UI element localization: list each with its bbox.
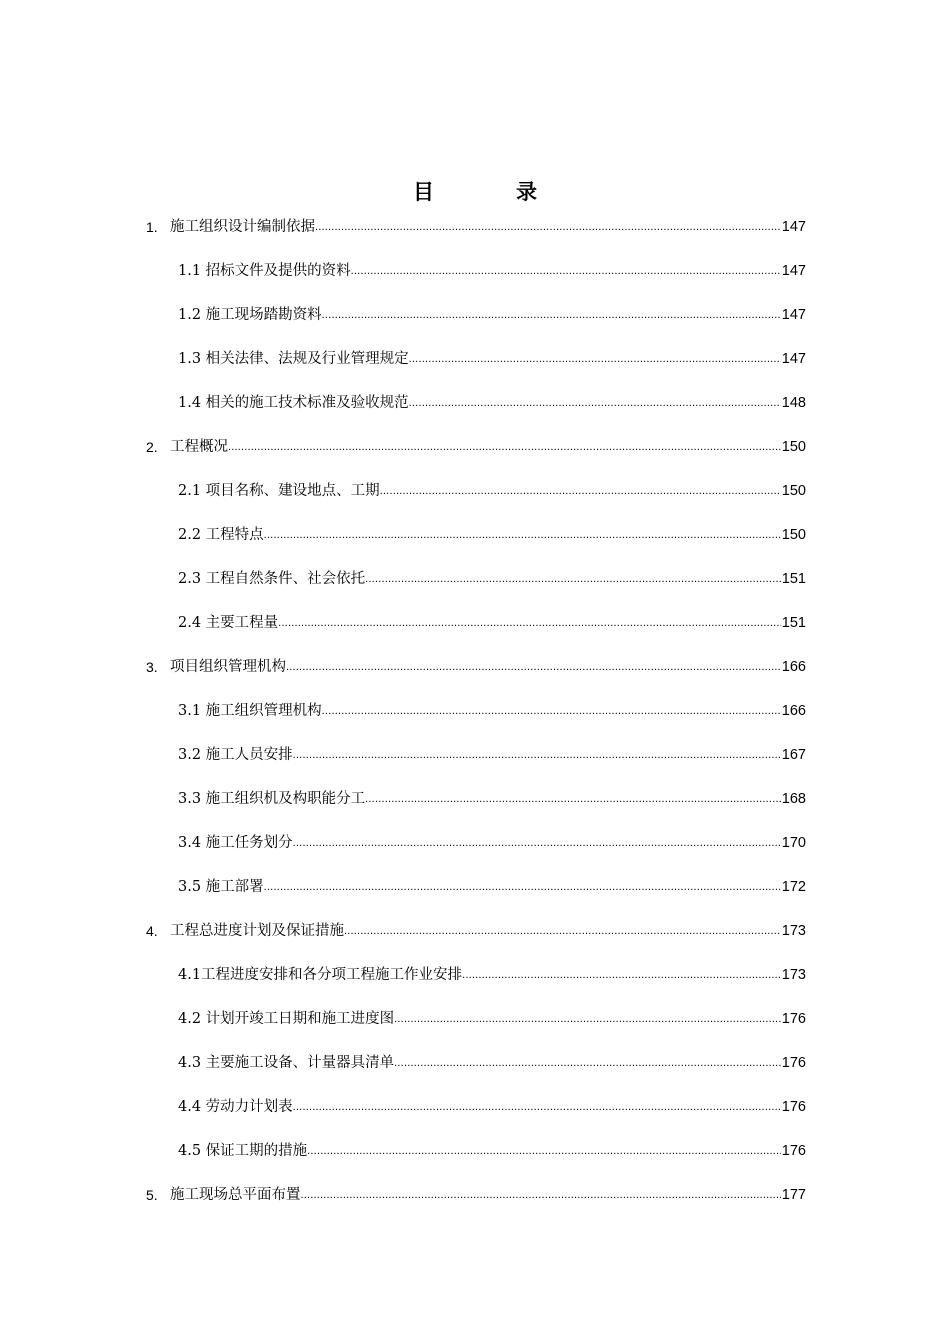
toc-entry-number: 5.: [146, 1187, 158, 1203]
toc-entry-text: 2.4 主要工程量: [178, 615, 279, 631]
toc-entry[interactable]: [146, 1006, 806, 1050]
toc-list: [146, 214, 806, 1226]
toc-entry-text: 2.3 工程自然条件、社会依托: [178, 571, 366, 587]
toc-entry-page-number: 150: [781, 483, 806, 499]
toc-entry-text: 1.4 相关的施工技术标准及验收规范: [178, 395, 409, 411]
toc-entry[interactable]: [146, 434, 806, 478]
toc-entry[interactable]: [146, 610, 806, 654]
toc-dot-leader: [307, 1138, 781, 1164]
toc-dot-leader: [394, 1006, 781, 1032]
toc-entry-page-number: 168: [781, 791, 806, 807]
toc-entry-text: 3.2 施工人员安排: [178, 747, 293, 763]
toc-entry-page-number: 147: [781, 351, 806, 367]
toc-entry-page-number: 150: [781, 439, 806, 455]
toc-entry[interactable]: [146, 786, 806, 830]
toc-entry[interactable]: [146, 654, 806, 698]
toc-entry-text: 3.5 施工部署: [178, 879, 264, 895]
toc-entry[interactable]: [146, 698, 806, 742]
toc-dot-leader: [380, 478, 781, 504]
toc-entry-page-number: 147: [781, 307, 806, 323]
toc-entry-page-number: 150: [781, 527, 806, 543]
toc-dot-leader: [394, 1050, 781, 1076]
toc-entry-text: 4.1工程进度安排和各分项工程施工作业安排: [178, 967, 463, 983]
toc-entry-page-number: 173: [781, 923, 806, 939]
toc-entry[interactable]: [146, 566, 806, 610]
toc-title: [0, 176, 950, 206]
toc-entry-text: 施工现场总平面布置: [170, 1187, 301, 1203]
toc-dot-leader: [365, 566, 781, 592]
toc-entry-text: 4.5 保证工期的措施: [178, 1143, 308, 1159]
toc-entry[interactable]: [146, 522, 806, 566]
toc-entry[interactable]: [146, 830, 806, 874]
toc-dot-leader: [322, 698, 781, 724]
toc-entry-text: 1.1 招标文件及提供的资料: [178, 263, 351, 279]
toc-entry-text: 4.4 劳动力计划表: [178, 1099, 293, 1115]
toc-entry-number: 2.: [146, 439, 158, 455]
toc-dot-leader: [365, 786, 781, 812]
toc-dot-leader: [228, 434, 781, 460]
toc-dot-leader: [293, 1094, 781, 1120]
toc-dot-leader: [344, 918, 781, 944]
toc-entry-number: 4.: [146, 923, 158, 939]
toc-entry[interactable]: [146, 390, 806, 434]
toc-entry[interactable]: [146, 918, 806, 962]
toc-entry-page-number: 176: [781, 1099, 806, 1115]
toc-entry-text: 2.1 项目名称、建设地点、工期: [178, 483, 380, 499]
toc-entry-text: 4.2 计划开竣工日期和施工进度图: [178, 1011, 395, 1027]
toc-entry-page-number: 166: [781, 703, 806, 719]
toc-title-char-1: 目: [413, 179, 434, 204]
toc-dot-leader: [409, 346, 781, 372]
toc-entry-page-number: 173: [781, 967, 806, 983]
toc-entry-page-number: 176: [781, 1143, 806, 1159]
toc-dot-leader: [351, 258, 781, 284]
toc-entry[interactable]: [146, 1182, 806, 1226]
toc-dot-leader: [301, 1182, 781, 1208]
toc-entry[interactable]: [146, 1050, 806, 1094]
toc-dot-leader: [286, 654, 781, 680]
toc-entry-page-number: 177: [781, 1187, 806, 1203]
toc-entry[interactable]: [146, 302, 806, 346]
toc-entry-page-number: 151: [781, 615, 806, 631]
toc-dot-leader: [293, 830, 781, 856]
toc-entry-page-number: 176: [781, 1055, 806, 1071]
toc-entry-page-number: 151: [781, 571, 806, 587]
toc-entry[interactable]: [146, 1094, 806, 1138]
toc-entry-page-number: 167: [781, 747, 806, 763]
toc-entry[interactable]: [146, 346, 806, 390]
toc-entry-page-number: 148: [781, 395, 806, 411]
toc-entry-text: 3.1 施工组织管理机构: [178, 703, 322, 719]
toc-entry[interactable]: [146, 214, 806, 258]
toc-entry-text: 工程总进度计划及保证措施: [170, 923, 344, 939]
toc-entry-page-number: 172: [781, 879, 806, 895]
toc-dot-leader: [315, 214, 781, 240]
toc-title-char-2: 录: [516, 179, 537, 204]
toc-entry-number: 1.: [146, 219, 158, 235]
toc-entry-text: 1.3 相关法律、法规及行业管理规定: [178, 351, 409, 367]
toc-entry-page-number: 147: [781, 219, 806, 235]
toc-dot-leader: [409, 390, 781, 416]
toc-entry[interactable]: [146, 478, 806, 522]
toc-entry[interactable]: [146, 258, 806, 302]
toc-entry-text: 3.3 施工组织机及构职能分工: [178, 791, 366, 807]
toc-dot-leader: [264, 522, 781, 548]
toc-entry-number: 3.: [146, 659, 158, 675]
toc-entry-text: 工程概况: [170, 439, 228, 455]
toc-entry-text: 施工组织设计编制依据: [170, 219, 315, 235]
toc-dot-leader: [278, 610, 781, 636]
toc-entry[interactable]: [146, 874, 806, 918]
toc-dot-leader: [264, 874, 781, 900]
toc-entry-text: 4.3 主要施工设备、计量器具清单: [178, 1055, 395, 1071]
toc-dot-leader: [322, 302, 781, 328]
toc-entry-text: 项目组织管理机构: [170, 659, 286, 675]
toc-dot-leader: [293, 742, 781, 768]
toc-entry-text: 3.4 施工任务划分: [178, 835, 293, 851]
toc-entry-page-number: 170: [781, 835, 806, 851]
toc-entry[interactable]: [146, 1138, 806, 1182]
toc-entry-page-number: 176: [781, 1011, 806, 1027]
toc-entry-text: 1.2 施工现场踏勘资料: [178, 307, 322, 323]
toc-entry[interactable]: [146, 962, 806, 1006]
toc-entry-page-number: 147: [781, 263, 806, 279]
toc-entry-text: 2.2 工程特点: [178, 527, 264, 543]
toc-entry-page-number: 166: [781, 659, 806, 675]
toc-dot-leader: [462, 962, 781, 988]
toc-entry[interactable]: [146, 742, 806, 786]
